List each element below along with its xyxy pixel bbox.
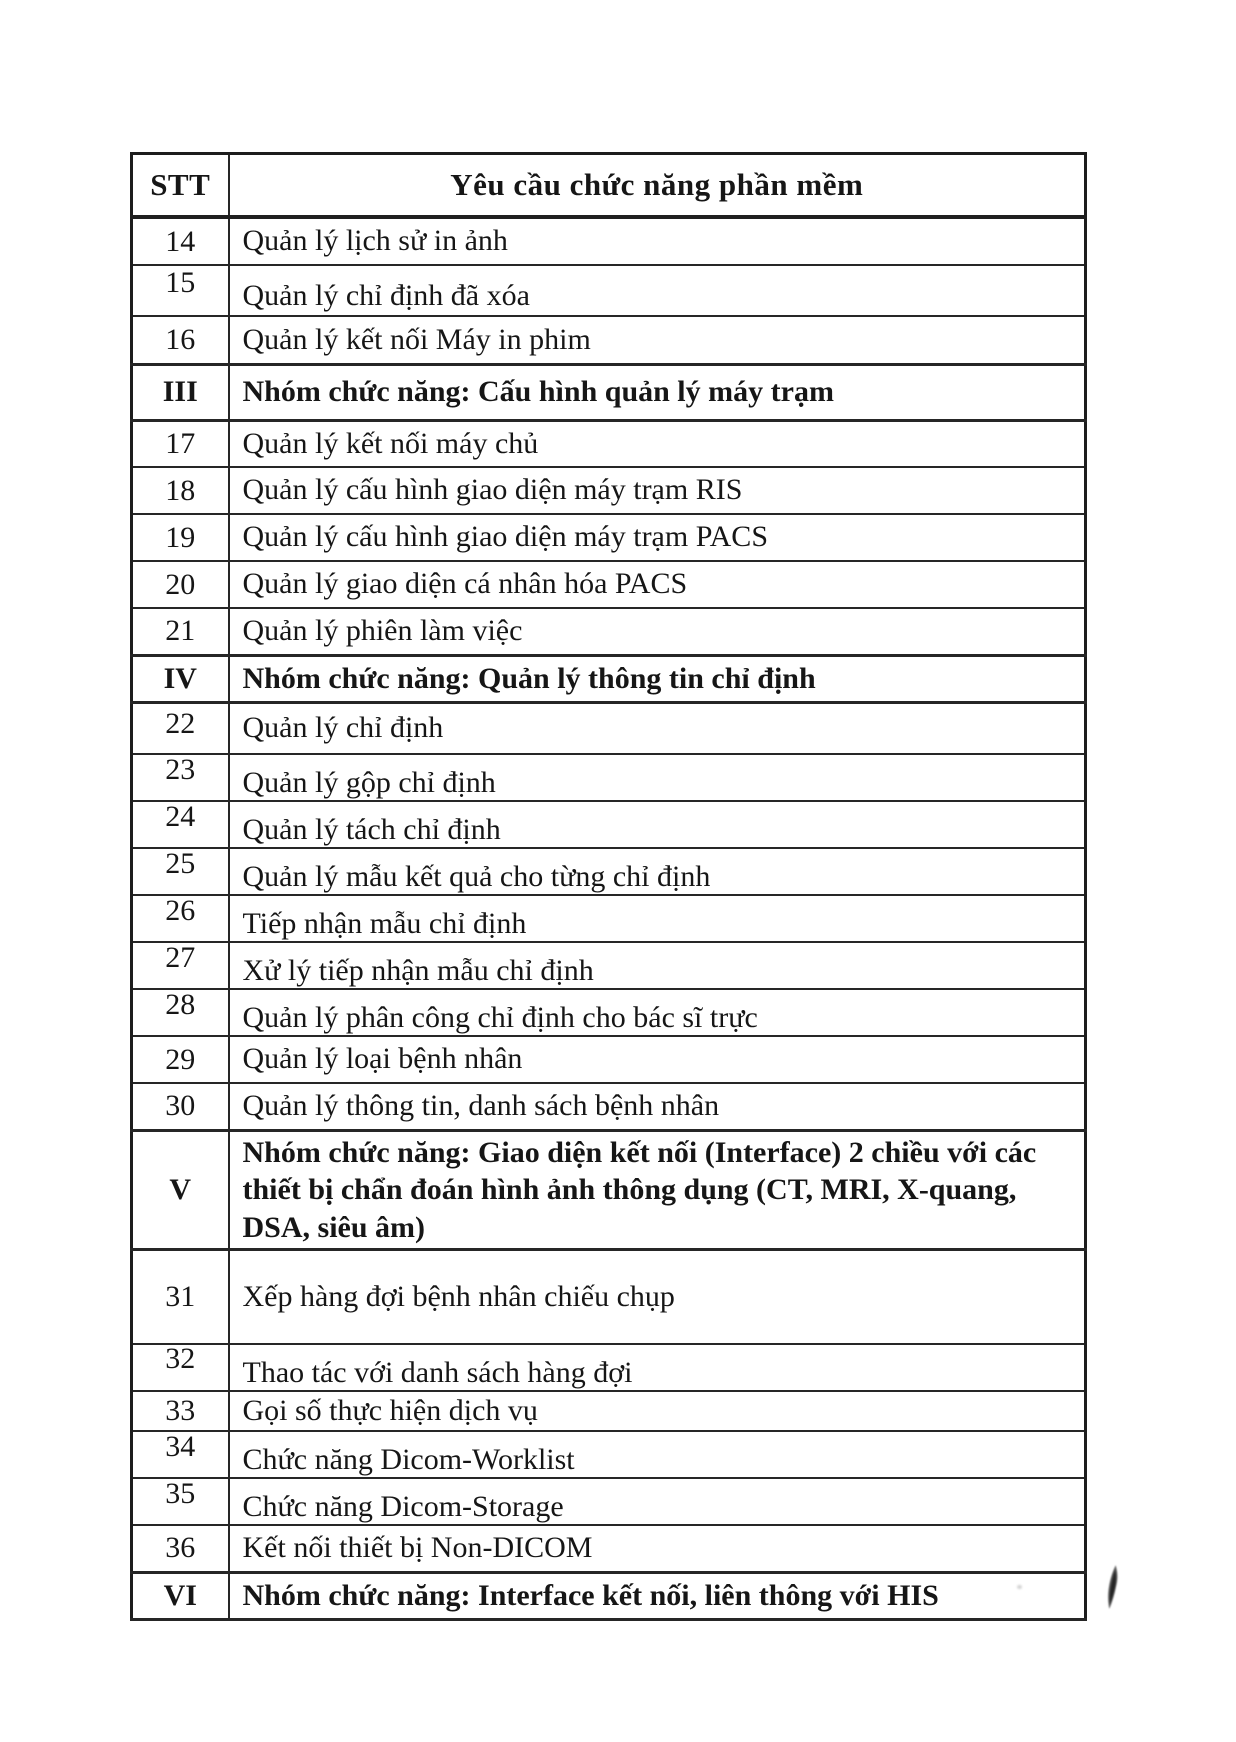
table-row — [132, 265, 1086, 316]
table-row — [132, 1525, 1086, 1572]
row-number-cell — [132, 364, 229, 420]
row-requirement-text: Quản lý cấu hình giao diện máy trạm RIS — [242, 473, 743, 507]
row-requirement-cell — [229, 989, 1086, 1036]
table-row — [132, 561, 1086, 608]
requirements-table — [130, 152, 1087, 1621]
row-number-cell — [132, 1431, 229, 1478]
group-header-row — [132, 1130, 1086, 1250]
row-requirement-cell — [229, 1431, 1086, 1478]
row-number: 29 — [165, 1042, 196, 1076]
row-number-cell — [132, 1478, 229, 1525]
row-requirement-text: Quản lý kết nối Máy in phim — [242, 322, 591, 356]
row-number-cell — [132, 655, 229, 702]
row-requirement-cell — [229, 1083, 1086, 1130]
row-number: 14 — [165, 224, 196, 258]
group-header-row — [132, 655, 1086, 702]
row-requirement-text: Tiếp nhận mẫu chỉ định — [242, 907, 527, 941]
table-row — [132, 895, 1086, 942]
row-number: 31 — [165, 1279, 196, 1313]
row-requirement-cell — [229, 467, 1086, 514]
header-cell-stt — [132, 154, 229, 218]
row-number-cell — [132, 1391, 229, 1432]
row-number: III — [162, 375, 198, 408]
row-number: IV — [163, 661, 197, 695]
table-row — [132, 420, 1086, 467]
row-requirement-text: Chức năng Dicom-Storage — [242, 1490, 564, 1524]
row-number-cell — [132, 265, 229, 316]
row-number-cell — [132, 561, 229, 608]
row-requirement-cell — [229, 848, 1086, 895]
row-requirement-text: Quản lý chỉ định đã xóa — [242, 279, 530, 313]
row-requirement-text: Thao tác với danh sách hàng đợi — [242, 1355, 633, 1389]
row-requirement-text: Nhóm chức năng: Interface kết nối, liên thông với HIS — [242, 1578, 939, 1612]
row-requirement-text: Quản lý giao diện cá nhân hóa PACS — [242, 567, 688, 601]
row-number-cell — [132, 942, 229, 989]
table-row — [132, 1036, 1086, 1083]
row-requirement-cell — [229, 420, 1086, 467]
table-header — [132, 154, 1086, 218]
row-requirement-text: Quản lý tách chỉ định — [242, 813, 501, 847]
row-requirement-cell — [229, 1036, 1086, 1083]
row-number-cell — [132, 1250, 229, 1344]
row-requirement-text: Quản lý phiên làm việc — [242, 614, 523, 647]
table-row — [132, 1391, 1086, 1432]
row-number-cell — [132, 754, 229, 801]
header-cell-requirement — [229, 154, 1086, 218]
table-row — [132, 1431, 1086, 1478]
row-requirement-text: Nhóm chức năng: Cấu hình quản lý máy trạm — [242, 375, 834, 409]
row-number-cell — [132, 848, 229, 895]
table-row — [132, 1250, 1086, 1344]
table-row — [132, 467, 1086, 514]
table-row — [132, 801, 1086, 848]
table-row — [132, 942, 1086, 989]
group-header-row — [132, 1572, 1086, 1619]
scan-speck-artifact — [1017, 1585, 1022, 1589]
row-requirement-cell — [229, 608, 1086, 655]
row-requirement-cell — [229, 801, 1086, 848]
row-requirement-cell — [229, 895, 1086, 942]
table-row — [132, 514, 1086, 561]
row-requirement-cell — [229, 655, 1086, 702]
row-requirement-cell — [229, 561, 1086, 608]
row-requirement-text: Quản lý cấu hình giao diện máy trạm PACS — [242, 520, 768, 554]
table-body — [132, 217, 1086, 1619]
row-requirement-text: Quản lý loại bệnh nhân — [242, 1042, 523, 1076]
table-row — [132, 608, 1086, 655]
row-requirement-text: Quản lý kết nối máy chủ — [242, 426, 539, 460]
row-requirement-text: Quản lý gộp chỉ định — [242, 766, 496, 800]
table-row — [132, 702, 1086, 754]
row-number: V — [169, 1172, 192, 1206]
row-number: 26 — [165, 895, 196, 927]
row-requirement-cell — [229, 1391, 1086, 1432]
row-requirement-cell — [229, 1478, 1086, 1525]
row-requirement-cell — [229, 364, 1086, 420]
row-number: 33 — [165, 1393, 196, 1427]
row-number-cell — [132, 467, 229, 514]
row-requirement-text: Gọi số thực hiện dịch vụ — [242, 1393, 538, 1427]
row-requirement-cell — [229, 1525, 1086, 1572]
row-number: 25 — [165, 848, 196, 880]
row-number: 32 — [165, 1343, 196, 1375]
row-requirement-cell — [229, 265, 1086, 316]
row-requirement-cell — [229, 1572, 1086, 1619]
group-header-row — [132, 364, 1086, 420]
row-number: 20 — [165, 567, 196, 601]
row-number: 21 — [165, 614, 196, 648]
row-number-cell — [132, 989, 229, 1036]
header-requirement-label: Yêu cầu chức năng phần mềm — [450, 167, 864, 202]
row-requirement-text: Chức năng Dicom-Worklist — [242, 1443, 575, 1477]
table-row — [132, 316, 1086, 364]
row-number: 16 — [165, 322, 196, 356]
row-requirement-cell — [229, 514, 1086, 561]
row-number-cell — [132, 1525, 229, 1572]
header-stt-label: STT — [150, 167, 211, 202]
row-requirement-cell — [229, 702, 1086, 754]
row-requirement-text: Quản lý lịch sử in ảnh — [242, 224, 508, 258]
row-number: 23 — [165, 754, 196, 786]
row-requirement-text: Quản lý mẫu kết quả cho từng chỉ định — [242, 860, 711, 894]
row-number-cell — [132, 420, 229, 467]
row-requirement-cell — [229, 1130, 1086, 1250]
row-requirement-cell — [229, 1250, 1086, 1344]
table-row — [132, 1478, 1086, 1525]
row-requirement-text: Kết nối thiết bị Non-DICOM — [242, 1531, 593, 1564]
header-row — [132, 154, 1086, 218]
row-requirement-text: Xử lý tiếp nhận mẫu chỉ định — [242, 954, 594, 988]
row-number-cell — [132, 1130, 229, 1250]
table-row — [132, 1344, 1086, 1391]
row-requirement-text: Nhóm chức năng: Quản lý thông tin chỉ định — [242, 661, 816, 695]
ink-smudge-artifact — [1101, 1563, 1122, 1611]
row-number-cell — [132, 514, 229, 561]
row-number: 22 — [165, 707, 196, 741]
row-number: 19 — [165, 520, 196, 554]
row-number: 18 — [165, 473, 196, 507]
row-number-cell — [132, 702, 229, 754]
row-number-cell — [132, 1083, 229, 1130]
row-number: VI — [163, 1578, 197, 1612]
row-number-cell — [132, 1572, 229, 1619]
row-number-cell — [132, 316, 229, 364]
row-requirement-text: Nhóm chức năng: Giao diện kết nối (Interface) 2 chiều với các thiết bị chẩn đoán hình ảnh thông dụng (CT, MRI, X-quang, DSA, siêu âm) — [242, 1135, 1037, 1244]
row-requirement-text: Quản lý chỉ định — [242, 711, 444, 744]
table-row — [132, 989, 1086, 1036]
row-number: 24 — [165, 801, 196, 833]
row-requirement-text: Quản lý thông tin, danh sách bệnh nhân — [242, 1089, 720, 1122]
row-number-cell — [132, 895, 229, 942]
row-number: 34 — [165, 1431, 196, 1463]
row-number: 30 — [165, 1089, 196, 1123]
table-row — [132, 217, 1086, 265]
row-requirement-cell — [229, 316, 1086, 364]
row-number-cell — [132, 1344, 229, 1391]
row-number-cell — [132, 801, 229, 848]
row-requirement-text: Quản lý phân công chỉ định cho bác sĩ trực — [242, 1001, 758, 1035]
row-requirement-cell — [229, 754, 1086, 801]
row-requirement-cell — [229, 1344, 1086, 1391]
row-number: 35 — [165, 1478, 196, 1510]
row-number: 28 — [165, 989, 196, 1021]
row-number: 27 — [165, 942, 196, 974]
table-row — [132, 848, 1086, 895]
row-number: 17 — [165, 426, 196, 460]
row-requirement-cell — [229, 217, 1086, 265]
table-row — [132, 754, 1086, 801]
row-requirement-text: Xếp hàng đợi bệnh nhân chiếu chụp — [242, 1279, 675, 1313]
row-number: 15 — [165, 265, 196, 299]
row-number-cell — [132, 217, 229, 265]
table-row — [132, 1083, 1086, 1130]
row-requirement-cell — [229, 942, 1086, 989]
row-number-cell — [132, 608, 229, 655]
row-number-cell — [132, 1036, 229, 1083]
row-number: 36 — [165, 1531, 196, 1565]
